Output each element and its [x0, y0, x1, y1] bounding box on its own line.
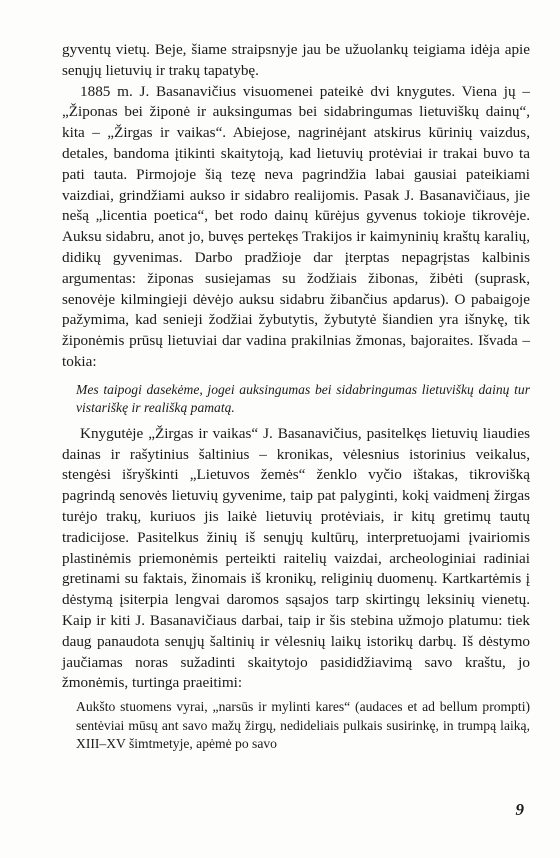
paragraph-zirgas-ir-vaikas: Knygutėje „Žirgas ir vaikas“ J. Basanavičius, pasitelkęs lietuvių liaudies dainas ir rašytinius šaltinius – kronikas, vėlesnius istorinius veikalus, stengėsi išryškinti „Lietuvos žemės“ ženklo vyčio ištakas, tikrovišką pagrindą senovės lietuvių gyvenime, taip pat palyginti, kokį vaidmenį žirgas turėjo trakų, kuriuos jis laikė lietuvių protėviais, ir kitų gretimų tautų tradicijose. Pasitelkus žinių iš senųjų kultūrų, interpretuojami įvairiomis plastinėmis priemonėmis perteikti raitelių vaizdai, archeologiniai radiniai gretinami su faktais, žinomais iš kronikų, religinių duomenų. Kartkartėmis į dėstymą įsiterpia lengvai daromos sąsajos tarp skirtingų leksinių vienetų. Kaip ir kiti J. Basanavičiaus darbai, taip ir šis stebina užmojo platumu: tiek daug panaudota senųjų šaltinių ir vėlesnių laikų istorikų darbų. Iš dėstymo jaučiamas noras sužadinti skaitytojo pasididžiavimą savo kraštu, jo žmonėmis, turtinga praeitimi: [62, 424, 530, 692]
page-text [62, 40, 530, 760]
block-quote-conclusion: Mes taipogi dasekėme, jogei auksingumas bei sidabringumas lietuviškų dainų tur vistariškę ir reališką pamatą. [76, 381, 530, 416]
block-quote-ancestors: Aukšto stuomens vyrai, „narsūs ir mylinti kares“ (audaces et ad bellum prompti) sentėviai mūsų ant savo mažų žirgų, nedideliais pulkais susirinkę, in trumpą laiką, XIII–XV šimtmetyje, apėmė po savo [76, 699, 530, 752]
paragraph-basanavicius-1885: 1885 m. J. Basanavičius visuomenei pateikė dvi knygutes. Viena jų – „Žiponas bei žiponė ir auksingumas bei sidabringumas lietuviškų dainų“, kita – „Žirgas ir vaikas“. Abiejose, nagrinėjant atskirus kūrinių vaizdus, detales, bandoma įtikinti skaitytoją, kad lietuvių protėviai ir trakai buvo ta pati tauta. Pirmojoje šią tezę neva pagrindžia labai gausiai pateikiami vaizdiai, grindžiami aukso ir sidabro realijomis. Pasak J. Basanavičiaus, jie nešą „licentia poetica“, bet rodo dainų kūrėjus gyvenus tokioje tikrovėje. Auksu sidabru, anot jo, buvęs pertekęs Trakijos ir kaimyninių kraštų karalių, didikų gyvenimas. Darbo pradžioje dar įterptas nepagrįstas kalbinis argumentas: žiponas susiejamas su žodžiais žibonas, žibėti (suprask, senovėje kilmingieji dėvėjo auksu sidabru žibančius apdarus). O pabaigoje pažymima, kad senieji žodžiai žybutytis, žybutytė šiandien yra išnykę, tik žiponėmis prūsų lietuviai dar vadina prakilnias žmonas, bajoraites. Išvada – tokia: [62, 82, 530, 370]
page-number: 9 [515, 800, 524, 819]
paragraph-continuation: gyventų vietų. Beje, šiame straipsnyje jau be užuolankų teigiama idėja apie senųjų lietuvių ir trakų tapatybę. [62, 41, 530, 79]
